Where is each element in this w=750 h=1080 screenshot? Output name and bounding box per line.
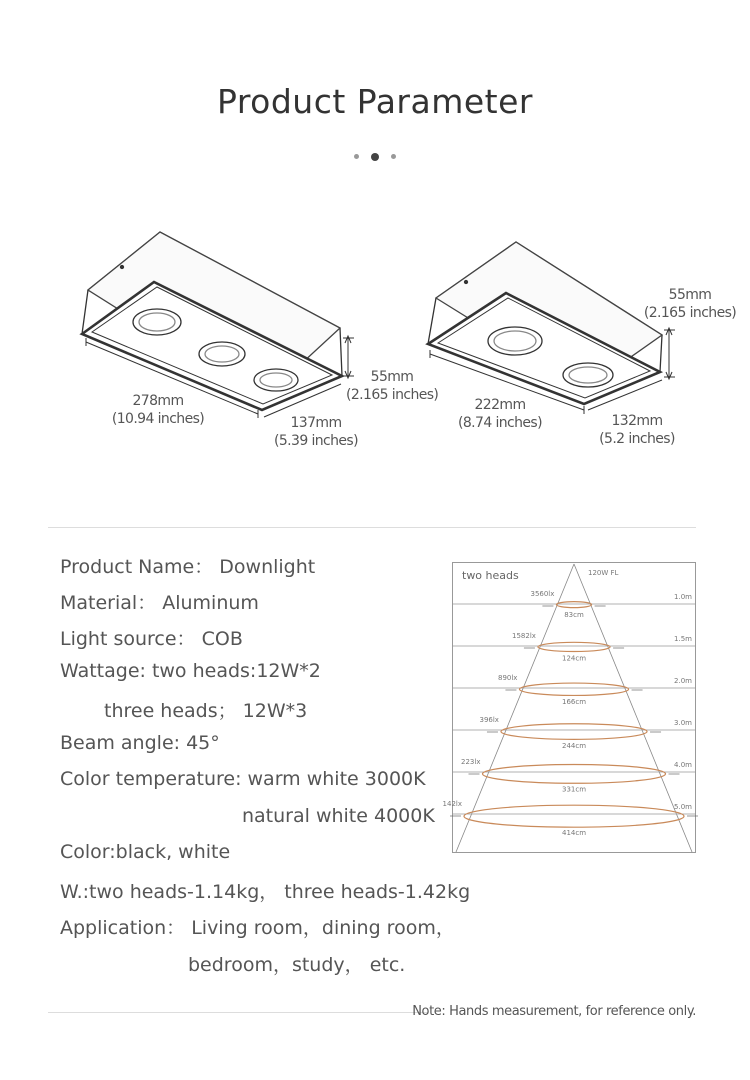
dim-inches: (8.74 inches) xyxy=(458,415,542,431)
lux-label: 3560lx xyxy=(530,590,555,598)
spec-material: Material： Aluminum xyxy=(60,592,259,614)
carousel-dot[interactable] xyxy=(354,154,359,159)
diameter-label: 166cm xyxy=(561,698,587,707)
section-divider xyxy=(48,527,696,528)
chart-heading: two heads xyxy=(462,569,519,582)
two-head-length-label xyxy=(452,396,548,432)
chart-model: 120W FL xyxy=(588,569,619,577)
carousel-dot-active[interactable] xyxy=(371,153,379,161)
distance-label: 3.0m xyxy=(674,719,692,727)
diameter-label: 83cm xyxy=(564,611,584,619)
spec-weight: W.:two heads-1.14kg， three heads-1.42kg xyxy=(60,881,471,903)
distance-label: 4.0m xyxy=(674,761,692,769)
diameter-label: 244cm xyxy=(561,741,587,750)
dim-value: 278mm xyxy=(132,393,184,409)
two-head-width-label xyxy=(594,412,680,448)
spec-application-cont: bedroom，study， etc. xyxy=(188,954,406,976)
beam-illuminance-chart xyxy=(442,562,696,854)
spec-color-temperature: Color temperature: warm white 3000K xyxy=(60,768,426,790)
dim-value: 55mm xyxy=(370,369,414,385)
spec-color-temperature-natural: natural white 4000K xyxy=(242,805,435,827)
footer-divider xyxy=(48,1012,428,1013)
lux-label: 890lx xyxy=(497,674,518,682)
three-head-length-label xyxy=(106,392,210,428)
spec-color: Color:black, white xyxy=(60,841,231,863)
diameter-label: 124cm xyxy=(561,654,587,663)
spec-beam-angle: Beam angle: 45° xyxy=(60,732,220,754)
two-head-height-label xyxy=(642,286,738,322)
spec-product-name: Product Name： Downlight xyxy=(60,556,316,578)
carousel-dots xyxy=(0,146,750,165)
dim-inches: (5.2 inches) xyxy=(599,431,675,447)
three-head-downlight-drawing xyxy=(82,232,342,410)
lux-label: 396lx xyxy=(479,716,499,724)
distance-label: 1.5m xyxy=(674,635,692,643)
lux-label: 223lx xyxy=(461,758,481,766)
carousel-dot[interactable] xyxy=(391,154,396,159)
dim-inches: (5.39 inches) xyxy=(274,433,358,449)
dim-inches: (10.94 inches) xyxy=(111,411,205,427)
footer-note: Note: Hands measurement, for reference only. xyxy=(412,1004,696,1019)
diameter-label: 414cm xyxy=(561,829,587,837)
distance-label: 5.0m xyxy=(674,803,692,811)
distance-label: 2.0m xyxy=(674,677,692,685)
dim-value: 55mm xyxy=(668,287,712,303)
spec-wattage: Wattage: two heads:12W*2 xyxy=(60,660,321,682)
three-head-width-label xyxy=(270,414,362,450)
diameter-label: 331cm xyxy=(561,785,587,794)
spec-application: Application： Living room，dining room， xyxy=(60,917,455,939)
dim-inches: (2.165 inches) xyxy=(346,387,439,403)
three-head-height-label xyxy=(346,368,438,404)
dim-value: 222mm xyxy=(474,397,526,413)
page-title: Product Parameter xyxy=(217,82,533,121)
lux-label: 1582lx xyxy=(512,632,536,640)
lux-label: 142lx xyxy=(442,800,462,808)
dim-value: 132mm xyxy=(611,413,663,429)
spec-light-source: Light source： COB xyxy=(60,628,243,650)
distance-label: 1.0m xyxy=(674,593,692,601)
dim-inches: (2.165 inches) xyxy=(643,305,737,321)
two-head-downlight-drawing xyxy=(428,242,662,404)
dim-value: 137mm xyxy=(290,415,342,431)
spec-wattage-three-heads: three heads； 12W*3 xyxy=(104,700,308,722)
